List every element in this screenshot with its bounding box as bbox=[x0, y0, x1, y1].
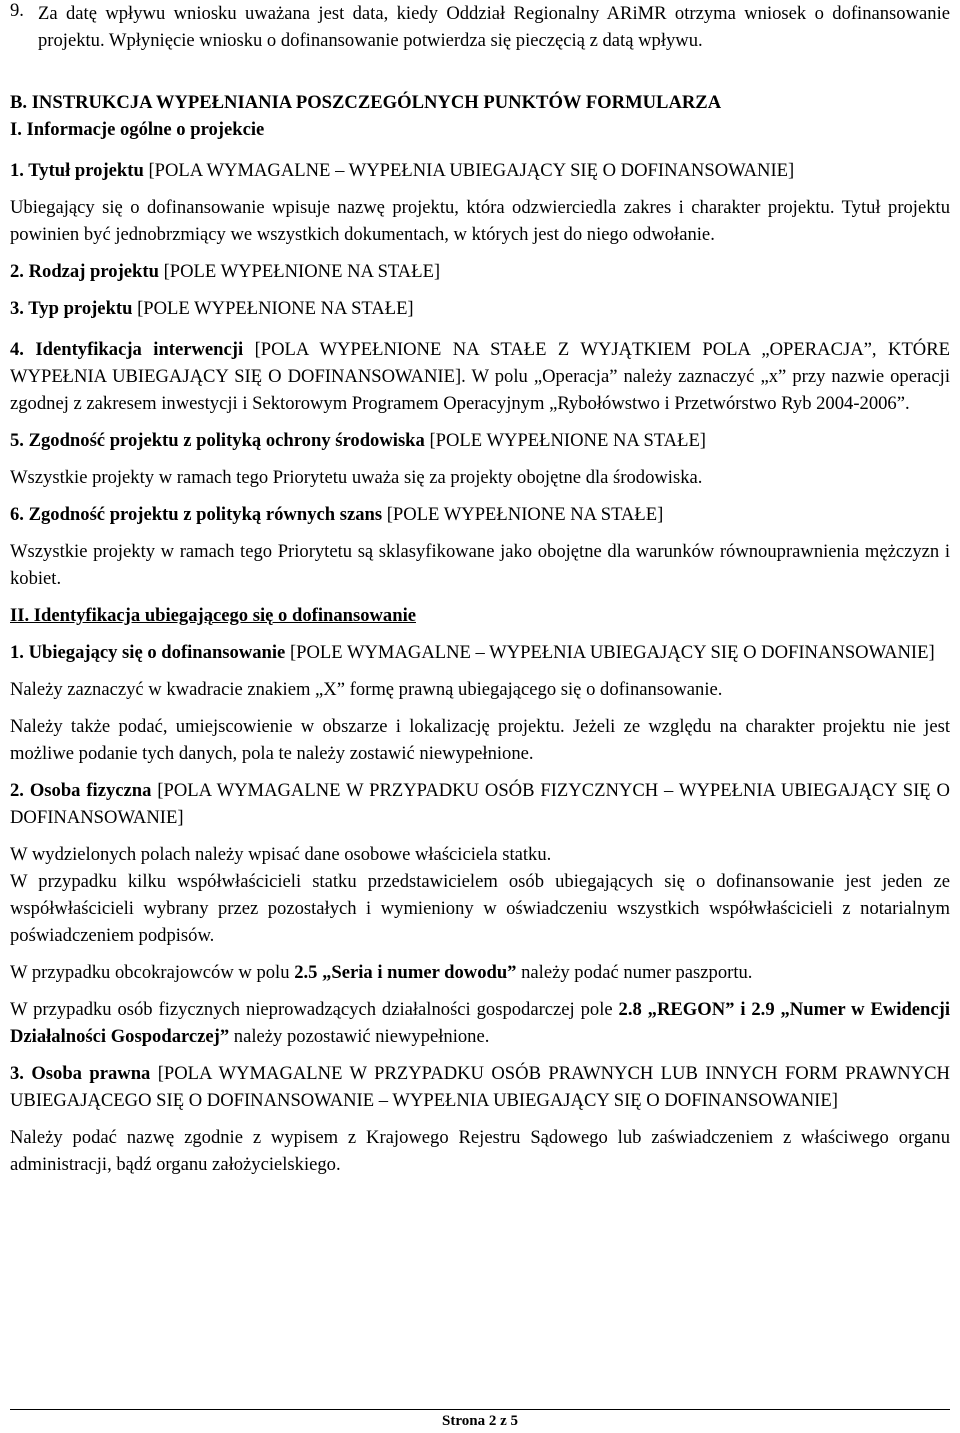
q2-heading bbox=[10, 777, 950, 831]
p6-heading bbox=[10, 501, 950, 528]
p6-rest: [POLE WYPEŁNIONE NA STAŁE] bbox=[382, 504, 664, 525]
q2-body-3 bbox=[10, 959, 950, 986]
document-page bbox=[10, 0, 950, 1178]
section-ii-heading: II. Identyfikacja ubiegającego się o dofinansowanie bbox=[10, 605, 416, 626]
section-b-heading: B. INSTRUKCJA WYPEŁNIANIA POSZCZEGÓLNYCH PUNKTÓW FORMULARZA bbox=[10, 92, 722, 113]
p5-heading bbox=[10, 427, 950, 454]
q2-body-2: W przypadku kilku współwłaścicieli statku przedstawicielem osób ubiegających się o dofinansowanie jest jeden ze współwłaścicieli wybrany przez pozostałych i wymieniony w oświadczeniu wszystkich współwłaścicieli z notarialnym poświadczeniem podpisów. bbox=[10, 871, 950, 946]
q2-body-4-b: 2.8 „REGON” i 2.9 „Numer w Ewidencji Działalności Gospodarczej” bbox=[10, 999, 950, 1047]
p1-body: Ubiegający się o dofinansowanie wpisuje nazwę projektu, która odzwierciedla zakres i charakter projektu. Tytuł projektu powinien być jednobrzmiący we wszystkich dokumentach, w których jest do niego odwołanie. bbox=[10, 197, 950, 245]
q2-body-4-c: należy pozostawić niewypełnione. bbox=[229, 1026, 490, 1047]
p2-heading bbox=[10, 258, 950, 285]
q2-body-3-a: W przypadku obcokrajowców w polu bbox=[10, 962, 295, 983]
q3-body: Należy podać nazwę zgodnie z wypisem z Krajowego Rejestru Sądowego lub zaświadczeniem z właściwego organu administracji, bądź organu założycielskiego. bbox=[10, 1127, 950, 1175]
q2-body-3-b: 2.5 „Seria i numer dowodu” bbox=[294, 962, 517, 983]
q2-body-4 bbox=[10, 996, 950, 1050]
q1-rest: [POLE WYMAGALNE – WYPEŁNIA UBIEGAJĄCY SIĘ O DOFINANSOWANIE] bbox=[285, 642, 935, 663]
footer-divider bbox=[10, 1409, 950, 1410]
q2-body-4-a: W przypadku osób fizycznych nieprowadzących działalności gospodarczej pole bbox=[10, 999, 619, 1020]
item-9-text: Za datę wpływu wniosku uważana jest data, kiedy Oddział Regionalny ARiMR otrzyma wniosek o dofinansowanie projektu. Wpłynięcie wniosku o dofinansowanie potwierdza się pieczęcią z datą wpływu. bbox=[38, 3, 950, 51]
q3-heading bbox=[10, 1060, 950, 1114]
p1-bold: 1. Tytuł projektu bbox=[10, 160, 144, 181]
q2-body-1: W wydzielonych polach należy wpisać dane osobowe właściciela statku. bbox=[10, 844, 552, 865]
q1-body-2: Należy także podać, umiejscowienie w obszarze i lokalizację projektu. Jeżeli ze względu na charakter projektu nie jest możliwe podanie tych danych, pola te należy zostawić niewypełnione. bbox=[10, 716, 950, 764]
p4-rest: [POLA WYPEŁNIONE NA STAŁE Z WYJĄTKIEM POLA „OPERACJA”, KTÓRE WYPEŁNIA UBIEGAJĄCY SIĘ O DOFINANSOWANIE]. W polu „Operacja” należy zaznaczyć „x” przy nazwie operacji zgodnej z zakresem inwestycji i Sektorowym Programem Operacyjnym „Rybołówstwo i Przetwórstwo Ryb 2004-2006”. bbox=[10, 339, 950, 414]
p1-heading bbox=[10, 157, 950, 184]
item-9-number: 9. bbox=[10, 0, 24, 21]
p5-rest: [POLE WYPEŁNIONE NA STAŁE] bbox=[424, 430, 707, 451]
p2-bold: 2. Rodzaj projektu bbox=[10, 261, 159, 282]
section-i-heading: I. Informacje ogólne o projekcie bbox=[10, 119, 265, 140]
p5-body: Wszystkie projekty w ramach tego Priorytetu uważa się za projekty obojętne dla środowiska. bbox=[10, 467, 703, 488]
p1-rest: [POLA WYMAGALNE – WYPEŁNIA UBIEGAJĄCY SIĘ O DOFINANSOWANIE] bbox=[143, 160, 795, 181]
q2-rest: [POLA WYMAGALNE W PRZYPADKU OSÓB FIZYCZNYCH – WYPEŁNIA UBIEGAJĄCY SIĘ O DOFINANSOWANIE] bbox=[10, 780, 950, 828]
p5-bold: 5. Zgodność projektu z polityką ochrony środowiska bbox=[10, 430, 425, 451]
q2-body-3-c: należy podać numer paszportu. bbox=[516, 962, 753, 983]
q1-body-1: Należy zaznaczyć w kwadracie znakiem „X” formę prawną ubiegającego się o dofinansowanie. bbox=[10, 679, 723, 700]
q1-bold: 1. Ubiegający się o dofinansowanie bbox=[10, 642, 286, 663]
q1-heading bbox=[10, 639, 950, 666]
p3-bold: 3. Typ projektu bbox=[10, 298, 133, 319]
item-9 bbox=[10, 0, 950, 54]
p2-rest: [POLE WYPEŁNIONE NA STAŁE] bbox=[158, 261, 441, 282]
p4-paragraph bbox=[10, 336, 950, 417]
q2-bold: 2. Osoba fizyczna bbox=[10, 780, 152, 801]
p6-bold: 6. Zgodność projektu z polityką równych szans bbox=[10, 504, 383, 525]
q3-bold: 3. Osoba prawna bbox=[10, 1063, 151, 1084]
p4-bold: 4. Identyfikacja interwencji bbox=[10, 339, 244, 360]
p6-body: Wszystkie projekty w ramach tego Priorytetu są sklasyfikowane jako obojętne dla warunków równouprawnienia mężczyzn i kobiet. bbox=[10, 541, 950, 589]
p3-rest: [POLE WYPEŁNIONE NA STAŁE] bbox=[132, 298, 414, 319]
page-footer: Strona 2 z 5 bbox=[442, 1413, 518, 1429]
q3-rest: [POLA WYMAGALNE W PRZYPADKU OSÓB PRAWNYCH LUB INNYCH FORM PRAWNYCH UBIEGAJĄCEGO SIĘ O DOFINANSOWANIE – WYPEŁNIA UBIEGAJĄCY SIĘ O DOFINANSOWANIE] bbox=[10, 1063, 950, 1111]
p3-heading bbox=[10, 295, 950, 322]
